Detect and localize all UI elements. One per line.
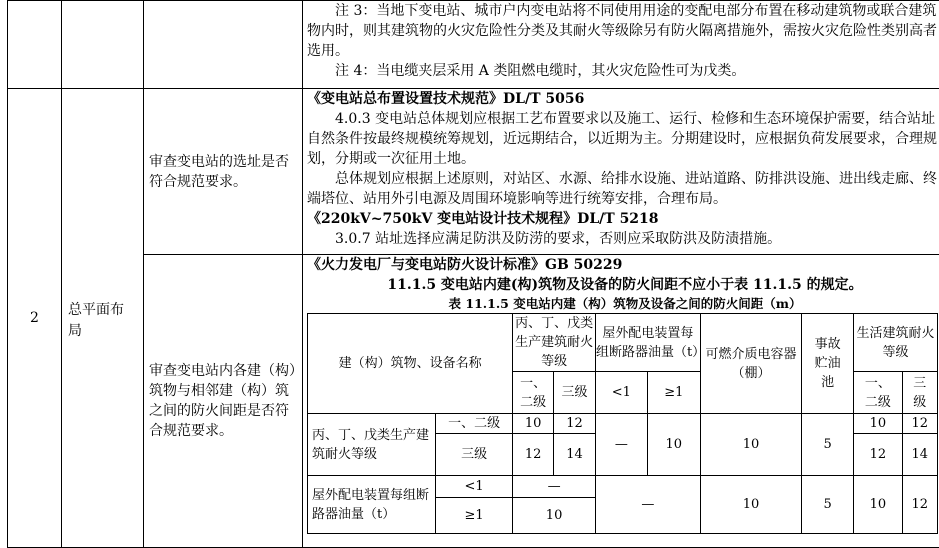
std-siting-cell — [303, 89, 939, 255]
notes-cell — [303, 1, 939, 89]
r1b-label: 三级 — [435, 434, 512, 476]
std1-clause-403: 4.0.3 变电站总体规划应根据工艺布置要求以及施工、运行、检修和生态环境保护需要，结合站址自然条件按最终规模统筹规划，近远期结合，以近期为主。分期建设时，应根据负荷发展要求，合理规划，分期或一次征用土地。 — [307, 111, 937, 167]
th-outdoor: 屋外配电装置每组断路器油量（t） — [595, 314, 700, 372]
std2-clause-307: 3.0.7 站址选择应满足防洪及防涝的要求，否则应采取防洪及防渍措施。 — [335, 231, 782, 247]
th-liv-3: 三级 — [902, 372, 937, 414]
r1b-prod12: 12 — [513, 434, 554, 476]
th-out-lt1: <1 — [595, 372, 647, 414]
r1b-liv3: 14 — [902, 434, 937, 476]
category-label: 总平面布局 — [68, 302, 124, 339]
r2-outdoor: — — [595, 476, 700, 534]
r2-accident: 5 — [802, 476, 854, 534]
th-liv-12: 一、二级 — [854, 372, 903, 414]
r2-capacitor: 10 — [700, 476, 801, 534]
r1-accident: 5 — [802, 414, 854, 476]
review-siting: 审查变电站的选址是否符合规范要求。 — [144, 89, 303, 255]
std-fire-distance-cell — [303, 255, 939, 548]
r1a-liv12: 10 — [854, 414, 903, 434]
row-index: 2 — [8, 89, 62, 548]
th-prod-3: 三级 — [554, 372, 596, 414]
r2-liv3: 12 — [902, 476, 937, 534]
r1b-liv12: 12 — [854, 434, 903, 476]
std1-clause-general: 总体规划应根据上述原则，对站区、水源、给排水设施、进站道路、防排洪设施、进出线走廊、终端塔位、站用外引电源及周围环境影响等进行统筹安排，合理布局。 — [307, 171, 937, 207]
row-category — [62, 89, 144, 548]
r2a-dash: — — [513, 476, 596, 498]
clause-1115: 11.1.5 变电站内建(构)筑物及设备的防火间距不应小于表 11.1.5 的规定。 — [387, 277, 863, 293]
group-production: 丙、丁、戊类生产建筑耐火等级 — [308, 414, 436, 476]
r1-out-ge1: 10 — [647, 414, 700, 476]
table-caption: 表 11.1.5 变电站内建（构）筑物及设备之间的防火间距（m） — [448, 296, 802, 311]
th-prod-12: 一、二级 — [513, 372, 554, 414]
std1-title: 《变电站总布置设置技术规范》DL/T 5056 — [307, 91, 585, 107]
th-out-ge1: ≥1 — [647, 372, 700, 414]
review-cell-empty — [144, 1, 303, 89]
th-name: 建（构）筑物、设备名称 — [308, 314, 513, 414]
std2-title: 《220kV~750kV 变电站设计技术规程》DL/T 5218 — [307, 211, 659, 227]
th-living: 生活建筑耐火等级 — [854, 314, 938, 372]
category-cell-empty — [62, 1, 144, 89]
r2-liv12: 10 — [854, 476, 903, 534]
r1a-label: 一、二级 — [435, 414, 512, 434]
std3-title: 《火力发电厂与变电站防火设计标准》GB 50229 — [307, 257, 623, 273]
r1b-prod3: 14 — [554, 434, 596, 476]
r1a-prod3: 12 — [554, 414, 596, 434]
index-cell-empty — [8, 1, 62, 89]
review-fire-distance: 审查变电站内各建（构）筑物与相邻建（构）筑之间的防火间距是否符合规范要求。 — [144, 255, 303, 548]
r1-out-lt1: — — [595, 414, 647, 476]
r2b-label: ≥1 — [435, 498, 512, 534]
r2b-val: 10 — [513, 498, 596, 534]
r1-capacitor: 10 — [700, 414, 801, 476]
r2a-label: <1 — [435, 476, 512, 498]
note-3: 注 3：当地下变电站、城市户内变电站将不同使用用途的变配电部分布置在移动建筑物或联合建筑物内时，则其建筑物的火灾危险性分类及其耐火等级除另有防火隔离措施外，需按火灾危险性类别高者选用。 — [307, 3, 937, 59]
r1a-prod12: 10 — [513, 414, 554, 434]
review-table — [7, 0, 939, 548]
note-4: 注 4：当电缆夹层采用 A 类阻燃电缆时，其火灾危险性可为戊类。 — [335, 63, 746, 79]
th-production: 丙、丁、戊类生产建筑耐火等级 — [513, 314, 596, 372]
th-accident-pool: 事故贮油池 — [802, 314, 854, 414]
fire-distance-table — [307, 313, 938, 534]
group-outdoor: 屋外配电装置每组断路器油量（t） — [308, 476, 436, 534]
th-capacitor: 可燃介质电容器（棚） — [700, 314, 801, 414]
r1a-liv3: 12 — [902, 414, 937, 434]
